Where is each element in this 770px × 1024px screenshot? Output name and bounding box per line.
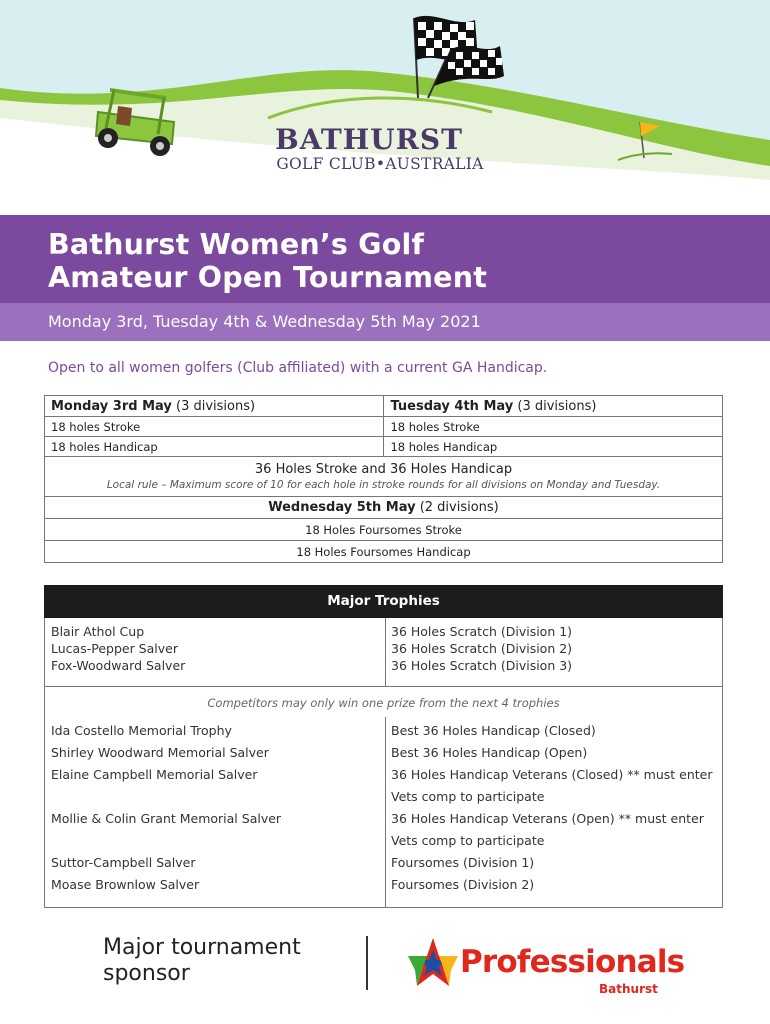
schedule-table [44,395,723,563]
list-item: Blair Athol Cup [51,624,145,639]
combined-event: 36 Holes Stroke and 36 Holes Handicap [254,462,513,477]
sponsor-divider [366,936,368,990]
list-item: 36 Holes Scratch (Division 2) [391,641,573,656]
trophy-restriction-note: Competitors may only win one prize from the next 4 trophies [207,696,560,710]
title-band [0,215,770,303]
monday-event: 18 holes Handicap [45,437,384,457]
page-title-line1: Bathurst Women’s Golf [48,228,425,261]
table-row [45,541,723,563]
list-item: Elaine Campbell Memorial Salver [51,767,258,782]
table-row [45,417,723,437]
page-title-line2: Amateur Open Tournament [48,261,488,294]
wednesday-event: 18 Holes Foursomes Stroke [45,519,723,541]
wednesday-divisions: (2 divisions) [419,500,499,515]
tournament-dates: Monday 3rd, Tuesday 4th & Wednesday 5th May 2021 [48,312,481,331]
list-item: Best 36 Holes Handicap (Open) [391,745,588,760]
monday-header [45,396,384,417]
sponsor-label-line2: sponsor [103,961,190,986]
tuesday-day: Tuesday 4th May [390,398,514,414]
table-row [45,457,723,497]
column-divider [385,717,386,908]
table-row [45,396,723,417]
sponsor-label [103,935,301,987]
trophies-heading: Major Trophies [44,585,723,618]
tuesday-event: 18 holes Stroke [384,417,723,437]
tuesday-divisions: (3 divisions) [517,398,597,414]
sponsor-label-line1: Major tournament [103,935,301,960]
tuesday-event: 18 holes Handicap [384,437,723,457]
wednesday-day: Wednesday 5th May [268,500,416,515]
list-item: Vets comp to participate [391,789,545,804]
list-item: Shirley Woodward Memorial Salver [51,745,269,760]
list-item: Foursomes (Division 2) [391,877,535,892]
table-row [45,519,723,541]
golf-cart-icon [88,82,188,162]
list-item: Suttor-Campbell Salver [51,855,196,870]
list-item: Moase Brownlow Salver [51,877,200,892]
list-item: Ida Costello Memorial Trophy [51,723,232,738]
golf-flag-icon [614,118,674,164]
list-item: 36 Holes Scratch (Division 1) [391,624,573,639]
club-logo-name: BATHURST [275,123,463,156]
trophies-table [44,618,723,908]
list-item: 36 Holes Scratch (Division 3) [391,658,573,673]
club-logo-subtitle: GOLF CLUB•AUSTRALIA [276,155,484,173]
monday-event: 18 holes Stroke [45,417,384,437]
list-item: Fox-Woodward Salver [51,658,186,673]
checkered-flag-icon [400,10,510,100]
monday-divisions: (3 divisions) [176,398,256,414]
handicap-trophy-names [51,720,281,896]
column-divider [385,618,386,686]
sponsor-brand-location: Bathurst [599,982,658,996]
list-item: Foursomes (Division 1) [391,855,535,870]
wednesday-event: 18 Holes Foursomes Handicap [45,541,723,563]
table-row [45,497,723,519]
row-divider [45,686,722,687]
list-item: Best 36 Holes Handicap (Closed) [391,723,596,738]
scratch-trophy-names [51,623,185,674]
combined-cell [45,457,723,497]
monday-day: Monday 3rd May [51,398,172,414]
wednesday-header [45,497,723,519]
list-item: Lucas-Pepper Salver [51,641,178,656]
list-item: Vets comp to participate [391,833,545,848]
handicap-prizes [391,720,713,896]
header-banner [0,0,770,215]
date-band [0,303,770,341]
list-item: 36 Holes Handicap Veterans (Closed) ** must enter [391,767,713,782]
sponsor-brand-name: Professionals [460,944,685,980]
list-item: Mollie & Colin Grant Memorial Salver [51,811,282,826]
local-rule-note: Local rule – Maximum score of 10 for each hole in stroke rounds for all divisions on Monday and Tuesday. [106,479,661,491]
professionals-star-logo-icon [405,936,461,990]
scratch-prizes [391,623,572,674]
tuesday-header [384,396,723,417]
list-item: 36 Holes Handicap Veterans (Open) ** must enter [391,811,704,826]
table-row [45,437,723,457]
eligibility-text: Open to all women golfers (Club affiliated) with a current GA Handicap. [48,360,548,376]
